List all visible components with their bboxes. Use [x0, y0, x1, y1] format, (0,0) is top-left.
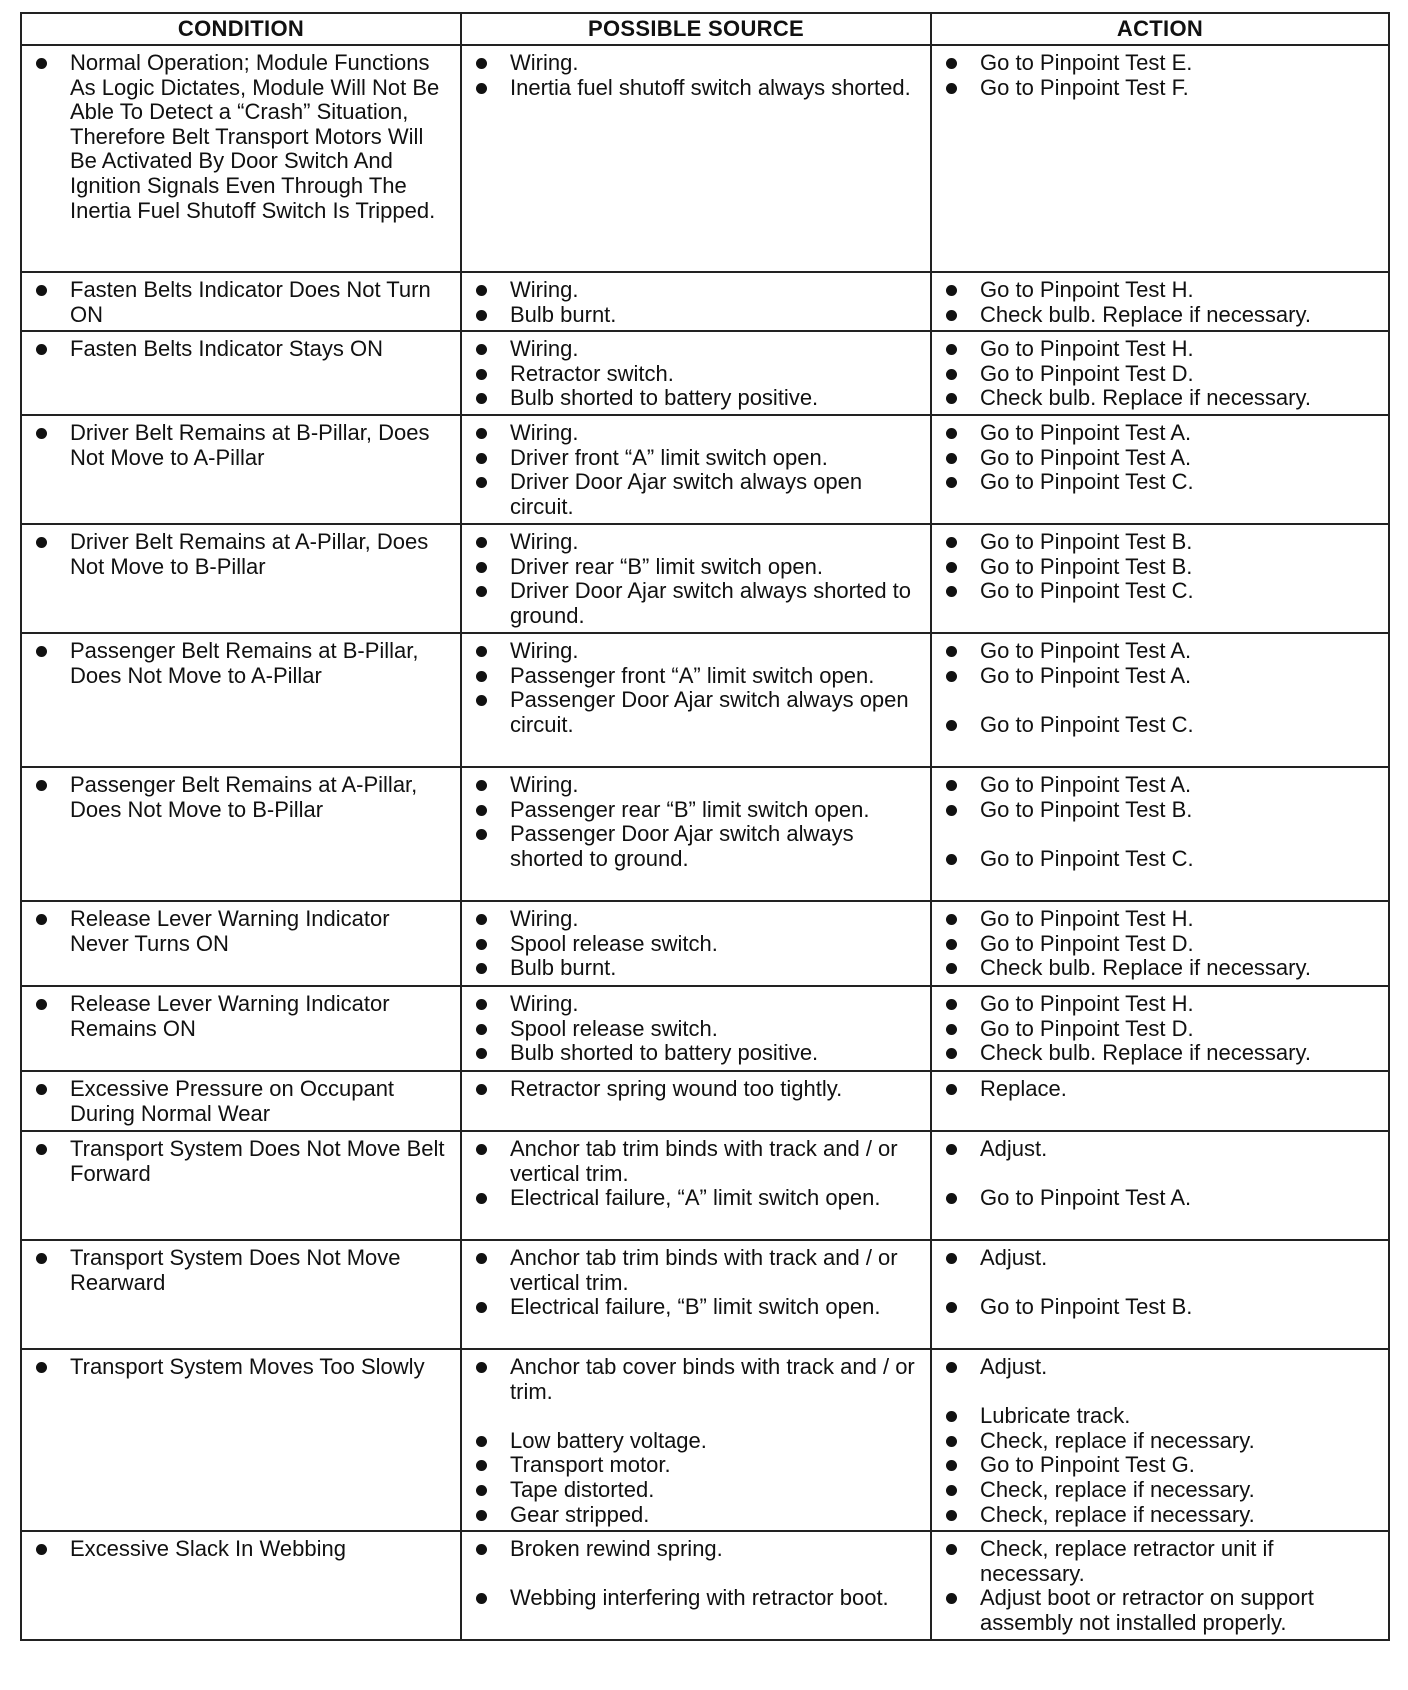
source-item: Wiring. — [472, 773, 924, 798]
action-item: Go to Pinpoint Test B. — [942, 555, 1382, 580]
table-row — [21, 1349, 1389, 1531]
action-item: Go to Pinpoint Test A. — [942, 1186, 1382, 1211]
table-row — [21, 1240, 1389, 1349]
source-cell — [461, 1531, 931, 1640]
table-row — [21, 1531, 1389, 1640]
table-row — [21, 633, 1389, 767]
source-item: Electrical failure, “B” limit switch open. — [472, 1295, 924, 1320]
source-item: Driver Door Ajar switch always shorted to ground. — [472, 579, 924, 628]
table-row — [21, 331, 1389, 415]
action-item: Check bulb. Replace if necessary. — [942, 956, 1382, 981]
table-row — [21, 767, 1389, 901]
source-cell — [461, 1071, 931, 1131]
action-item: Go to Pinpoint Test B. — [942, 530, 1382, 555]
action-item: Go to Pinpoint Test B. — [942, 1295, 1382, 1320]
action-item: Go to Pinpoint Test D. — [942, 362, 1382, 387]
condition-cell — [21, 331, 461, 415]
condition-item: Fasten Belts Indicator Does Not Turn ON — [32, 278, 454, 327]
source-item: Inertia fuel shutoff switch always shorted. — [472, 76, 924, 101]
action-cell — [931, 524, 1389, 633]
condition-item: Excessive Pressure on Occupant During Normal Wear — [32, 1077, 454, 1126]
action-item: Check bulb. Replace if necessary. — [942, 303, 1382, 328]
source-cell — [461, 633, 931, 767]
action-item: Go to Pinpoint Test A. — [942, 421, 1382, 446]
source-item: Wiring. — [472, 51, 924, 76]
action-item: Adjust. — [942, 1137, 1382, 1162]
action-item: Check bulb. Replace if necessary. — [942, 386, 1382, 411]
header-condition: CONDITION — [21, 13, 461, 45]
condition-cell — [21, 633, 461, 767]
action-item: Go to Pinpoint Test C. — [942, 579, 1382, 604]
source-item: Spool release switch. — [472, 932, 924, 957]
action-item: Go to Pinpoint Test E. — [942, 51, 1382, 76]
condition-item: Passenger Belt Remains at B-Pillar, Does Not Move to A-Pillar — [32, 639, 454, 688]
source-item: Passenger Door Ajar switch always open circuit. — [472, 688, 924, 737]
source-cell — [461, 767, 931, 901]
condition-cell — [21, 901, 461, 986]
condition-item: Excessive Slack In Webbing — [32, 1537, 454, 1562]
source-item: Retractor switch. — [472, 362, 924, 387]
action-cell — [931, 767, 1389, 901]
source-item: Driver Door Ajar switch always open circuit. — [472, 470, 924, 519]
action-item: Go to Pinpoint Test D. — [942, 1017, 1382, 1042]
action-cell — [931, 1071, 1389, 1131]
source-item: Passenger Door Ajar switch always shorted to ground. — [472, 822, 924, 871]
action-item: Go to Pinpoint Test H. — [942, 337, 1382, 362]
table-row — [21, 901, 1389, 986]
condition-cell — [21, 272, 461, 331]
source-cell — [461, 1349, 931, 1531]
action-item: Go to Pinpoint Test F. — [942, 76, 1382, 101]
action-item: Go to Pinpoint Test C. — [942, 713, 1382, 738]
action-cell — [931, 1240, 1389, 1349]
source-item: Wiring. — [472, 907, 924, 932]
source-item: Wiring. — [472, 639, 924, 664]
action-item: Replace. — [942, 1077, 1382, 1102]
action-cell — [931, 986, 1389, 1071]
source-cell — [461, 901, 931, 986]
action-item: Check, replace if necessary. — [942, 1503, 1382, 1528]
source-item: Wiring. — [472, 992, 924, 1017]
header-action: ACTION — [931, 13, 1389, 45]
action-item: Go to Pinpoint Test G. — [942, 1453, 1382, 1478]
action-cell — [931, 1131, 1389, 1240]
condition-cell — [21, 1240, 461, 1349]
action-item: Lubricate track. — [942, 1404, 1382, 1429]
action-item: Check, replace if necessary. — [942, 1478, 1382, 1503]
action-item: Adjust. — [942, 1246, 1382, 1271]
action-cell — [931, 1531, 1389, 1640]
source-cell — [461, 331, 931, 415]
action-item: Go to Pinpoint Test C. — [942, 470, 1382, 495]
action-item: Go to Pinpoint Test A. — [942, 639, 1382, 664]
source-cell — [461, 272, 931, 331]
table-row — [21, 524, 1389, 633]
source-cell — [461, 986, 931, 1071]
source-item: Passenger front “A” limit switch open. — [472, 664, 924, 689]
source-item: Wiring. — [472, 530, 924, 555]
source-item: Wiring. — [472, 278, 924, 303]
action-item: Go to Pinpoint Test H. — [942, 992, 1382, 1017]
condition-cell — [21, 767, 461, 901]
action-item: Check, replace retractor unit if necessary. — [942, 1537, 1382, 1586]
condition-cell — [21, 1531, 461, 1640]
source-item: Bulb burnt. — [472, 956, 924, 981]
source-item: Bulb shorted to battery positive. — [472, 1041, 924, 1066]
action-cell — [931, 331, 1389, 415]
condition-item: Driver Belt Remains at B-Pillar, Does Not Move to A-Pillar — [32, 421, 454, 470]
condition-cell — [21, 986, 461, 1071]
source-item: Transport motor. — [472, 1453, 924, 1478]
source-cell — [461, 415, 931, 524]
source-item: Passenger rear “B” limit switch open. — [472, 798, 924, 823]
table-row — [21, 45, 1389, 272]
source-cell — [461, 45, 931, 272]
condition-item: Transport System Moves Too Slowly — [32, 1355, 454, 1380]
source-item: Anchor tab trim binds with track and / or vertical trim. — [472, 1246, 924, 1295]
source-item: Anchor tab trim binds with track and / or vertical trim. — [472, 1137, 924, 1186]
action-item: Go to Pinpoint Test B. — [942, 798, 1382, 823]
diagnosis-sheet — [20, 12, 1388, 1641]
table-row — [21, 1131, 1389, 1240]
action-item: Go to Pinpoint Test A. — [942, 446, 1382, 471]
action-item: Adjust. — [942, 1355, 1382, 1380]
condition-item: Transport System Does Not Move Belt Forward — [32, 1137, 454, 1186]
source-item: Wiring. — [472, 337, 924, 362]
condition-item: Fasten Belts Indicator Stays ON — [32, 337, 454, 362]
source-cell — [461, 524, 931, 633]
condition-cell — [21, 45, 461, 272]
condition-item: Driver Belt Remains at A-Pillar, Does Not Move to B-Pillar — [32, 530, 454, 579]
source-item: Gear stripped. — [472, 1503, 924, 1528]
table-row — [21, 986, 1389, 1071]
table-row — [21, 415, 1389, 524]
source-item: Electrical failure, “A” limit switch open. — [472, 1186, 924, 1211]
condition-cell — [21, 1071, 461, 1131]
action-item: Go to Pinpoint Test C. — [942, 847, 1382, 872]
action-cell — [931, 272, 1389, 331]
condition-item: Passenger Belt Remains at A-Pillar, Does Not Move to B-Pillar — [32, 773, 454, 822]
source-item: Broken rewind spring. — [472, 1537, 924, 1562]
condition-cell — [21, 1349, 461, 1531]
diagnosis-table — [20, 12, 1390, 1641]
source-item: Low battery voltage. — [472, 1429, 924, 1454]
source-item: Driver rear “B” limit switch open. — [472, 555, 924, 580]
source-item: Webbing interfering with retractor boot. — [472, 1586, 924, 1611]
action-item: Check, replace if necessary. — [942, 1429, 1382, 1454]
condition-cell — [21, 524, 461, 633]
source-item: Tape distorted. — [472, 1478, 924, 1503]
source-item: Bulb shorted to battery positive. — [472, 386, 924, 411]
condition-item: Transport System Does Not Move Rearward — [32, 1246, 454, 1295]
header-row — [21, 13, 1389, 45]
action-cell — [931, 1349, 1389, 1531]
source-item: Driver front “A” limit switch open. — [472, 446, 924, 471]
action-item: Check bulb. Replace if necessary. — [942, 1041, 1382, 1066]
source-cell — [461, 1240, 931, 1349]
action-cell — [931, 901, 1389, 986]
condition-cell — [21, 415, 461, 524]
source-item: Wiring. — [472, 421, 924, 446]
source-item: Bulb burnt. — [472, 303, 924, 328]
action-cell — [931, 45, 1389, 272]
action-item: Go to Pinpoint Test A. — [942, 773, 1382, 798]
action-item: Go to Pinpoint Test H. — [942, 278, 1382, 303]
table-row — [21, 1071, 1389, 1131]
action-item: Go to Pinpoint Test A. — [942, 664, 1382, 689]
source-item: Spool release switch. — [472, 1017, 924, 1042]
action-item: Adjust boot or retractor on support assembly not installed properly. — [942, 1586, 1382, 1635]
header-possible-source: POSSIBLE SOURCE — [461, 13, 931, 45]
condition-item: Release Lever Warning Indicator Never Turns ON — [32, 907, 454, 956]
action-cell — [931, 415, 1389, 524]
table-row — [21, 272, 1389, 331]
action-item: Go to Pinpoint Test H. — [942, 907, 1382, 932]
source-item: Anchor tab cover binds with track and / or trim. — [472, 1355, 924, 1404]
source-item: Retractor spring wound too tightly. — [472, 1077, 924, 1102]
action-cell — [931, 633, 1389, 767]
condition-item: Release Lever Warning Indicator Remains ON — [32, 992, 454, 1041]
source-cell — [461, 1131, 931, 1240]
condition-item: Normal Operation; Module Functions As Logic Dictates, Module Will Not Be Able To Detect a “Crash” Situation, Therefore Belt Transport Motors Will Be Activated By Door Switch And Ignition Signals Even Through The Inertia Fuel Shutoff Switch Is Tripped. — [32, 51, 454, 223]
action-item: Go to Pinpoint Test D. — [942, 932, 1382, 957]
condition-cell — [21, 1131, 461, 1240]
